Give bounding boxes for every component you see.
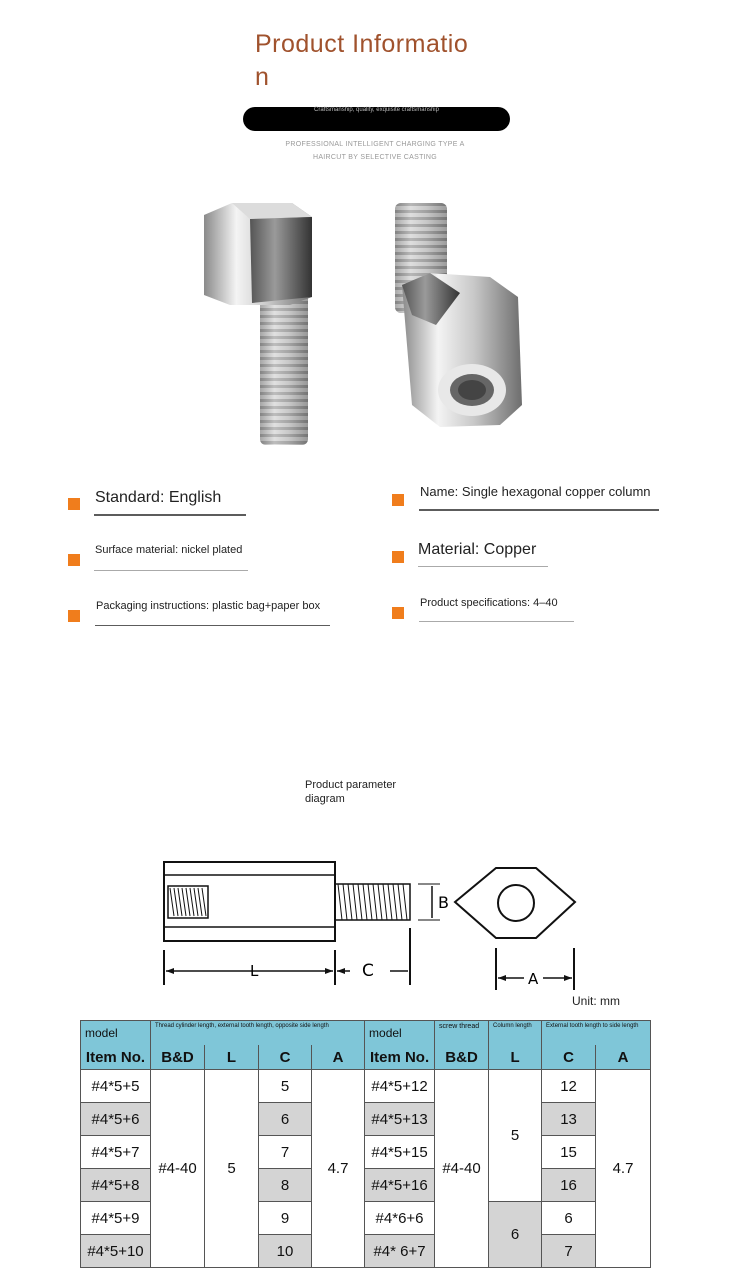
cell-l-left: 5 xyxy=(205,1070,259,1268)
th-item-right: Item No. xyxy=(365,1045,435,1070)
unit-label: Unit: mm xyxy=(572,994,620,1008)
table-row xyxy=(81,1070,651,1103)
cell-l-right-bottom: 6 xyxy=(489,1202,542,1268)
cell-item: #4*5+7 xyxy=(81,1136,151,1169)
cell-item: #4*5+8 xyxy=(81,1169,151,1202)
right-model-label: model xyxy=(365,1021,435,1046)
subtitle-line-1: PROFESSIONAL INTELLIGENT CHARGING TYPE A xyxy=(285,141,465,148)
label-c: C xyxy=(362,961,374,981)
th-l-right: L xyxy=(489,1045,542,1070)
cell-item: #4*5+16 xyxy=(365,1169,435,1202)
cell-a-left: 4.7 xyxy=(312,1070,365,1268)
left-model-label: model xyxy=(81,1021,151,1046)
standoff-right xyxy=(395,203,522,427)
standoff-left xyxy=(204,203,312,445)
diagram-title: Product parameter diagram xyxy=(305,779,397,805)
cell-bd-left: #4-40 xyxy=(151,1070,205,1268)
left-model-desc: Thread cylinder length, external tooth length, opposite side length xyxy=(151,1021,365,1046)
cell-c: 15 xyxy=(542,1136,596,1169)
th-a-right: A xyxy=(596,1045,651,1070)
cell-item: #4*5+13 xyxy=(365,1103,435,1136)
cell-a-right: 4.7 xyxy=(596,1070,651,1268)
right-ext-label: External tooth length to side length xyxy=(542,1021,651,1046)
th-a-left: A xyxy=(312,1045,365,1070)
cell-c: 5 xyxy=(259,1070,312,1103)
cell-c: 7 xyxy=(259,1136,312,1169)
th-item-left: Item No. xyxy=(81,1045,151,1070)
right-screw-label: screw thread xyxy=(435,1021,489,1046)
cell-item: #4*5+10 xyxy=(81,1235,151,1268)
cell-item: #4* 6+7 xyxy=(365,1235,435,1268)
cell-item: #4*5+6 xyxy=(81,1103,151,1136)
subtitle-line-2: HAIRCUT BY SELECTIVE CASTING xyxy=(312,154,438,161)
cell-c: 10 xyxy=(259,1235,312,1268)
parameter-diagram xyxy=(150,850,590,995)
cell-c: 7 xyxy=(542,1235,596,1268)
cell-c: 6 xyxy=(259,1103,312,1136)
cell-item: #4*5+12 xyxy=(365,1070,435,1103)
cell-c: 13 xyxy=(542,1103,596,1136)
cell-item: #4*5+15 xyxy=(365,1136,435,1169)
right-col-label: Column length xyxy=(489,1021,542,1046)
cell-bd-right: #4-40 xyxy=(435,1070,489,1268)
tagline-bar xyxy=(243,107,510,131)
cell-l-right-top: 5 xyxy=(489,1070,542,1202)
tagline-text: Craftsmanship, quality, exquisite craftsmanship xyxy=(314,107,439,113)
cell-c: 9 xyxy=(259,1202,312,1235)
cell-c: 6 xyxy=(542,1202,596,1235)
cell-c: 12 xyxy=(542,1070,596,1103)
th-bd-left: B&D xyxy=(151,1045,205,1070)
th-bd-right: B&D xyxy=(435,1045,489,1070)
page-title: Product Informatio n xyxy=(255,30,469,91)
diagram-hexagon xyxy=(455,868,575,938)
diagram-body xyxy=(164,862,335,941)
diagram-external-thread xyxy=(335,884,410,920)
cell-c: 16 xyxy=(542,1169,596,1202)
th-c-right: C xyxy=(542,1045,596,1070)
product-photo xyxy=(180,185,550,455)
table-header-row xyxy=(81,1045,651,1070)
diagram-internal-thread xyxy=(168,886,208,918)
th-l-left: L xyxy=(205,1045,259,1070)
spec-table xyxy=(80,1020,651,1268)
label-l: L xyxy=(250,962,259,980)
label-b: B xyxy=(438,893,449,912)
th-c-left: C xyxy=(259,1045,312,1070)
cell-item: #4*5+9 xyxy=(81,1202,151,1235)
cell-item: #4*5+5 xyxy=(81,1070,151,1103)
cell-item: #4*6+6 xyxy=(365,1202,435,1235)
cell-c: 8 xyxy=(259,1169,312,1202)
label-a: A xyxy=(528,970,539,988)
